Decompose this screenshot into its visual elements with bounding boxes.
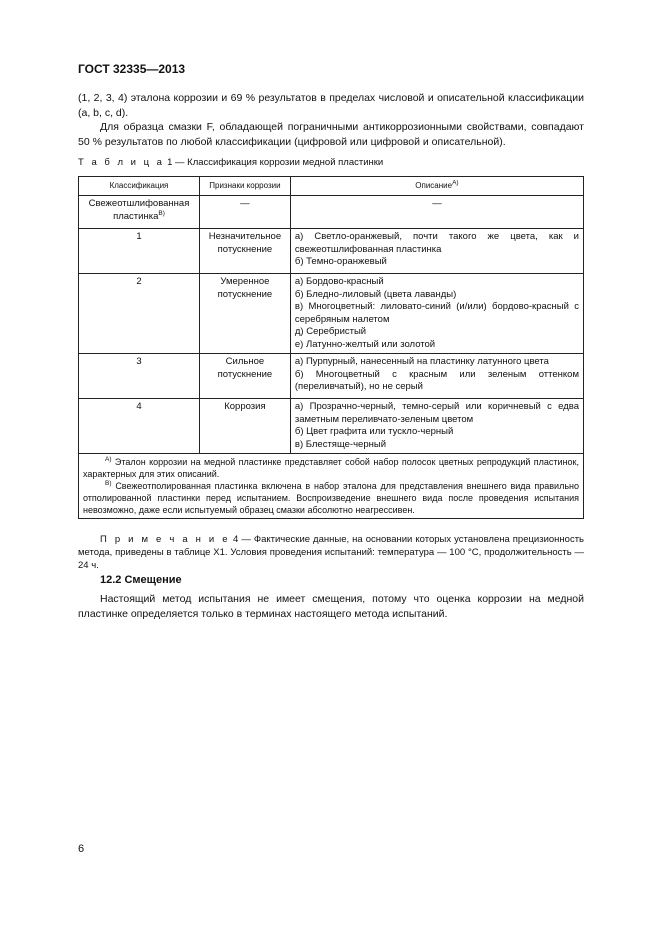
header-classification: Классификация: [79, 177, 200, 196]
table-row: [79, 196, 584, 229]
cell-description: [290, 354, 583, 399]
table-caption-label: Т а б л и ц а: [78, 157, 165, 168]
cell-classification: 1: [79, 229, 200, 274]
cell-classification: [79, 196, 200, 229]
table-row: [79, 354, 584, 399]
footnote: [83, 456, 579, 480]
header-description-mark: A): [452, 179, 459, 187]
table-row: [79, 229, 584, 274]
table-footnotes: [79, 454, 584, 519]
cell-description: [290, 196, 583, 229]
description-line: б) Темно-оранжевый: [294, 256, 387, 267]
section-title: 12.2 Смещение: [100, 574, 182, 586]
cell-classification: 3: [79, 354, 200, 399]
cell-description: [290, 229, 583, 274]
table-caption: [78, 157, 383, 168]
description-line: б) Цвет графита или тускло-черный: [294, 426, 454, 437]
cell-classification: 4: [79, 399, 200, 454]
description-line: д) Серебристый: [294, 326, 367, 337]
description-line: е) Латунно-желтый или золотой: [294, 338, 436, 350]
footnote-mark: B): [105, 480, 112, 487]
description-line: а) Пурпурный, нанесенный на пластинку латунного цвета: [294, 356, 549, 367]
footnote-mark: A): [105, 456, 112, 463]
cell-classification-text: Свежеотшлифованная пластинка: [88, 198, 190, 222]
cell-description: [290, 399, 583, 454]
cell-signs: Коррозия: [199, 399, 290, 454]
header-signs: Признаки коррозии: [199, 177, 290, 196]
table-footnotes-row: [79, 454, 584, 519]
table-caption-text: 1 — Классификация коррозии медной пластинки: [167, 157, 384, 168]
footnote: [83, 480, 579, 516]
cell-signs: Незначительное потускнение: [199, 229, 290, 274]
corrosion-classification-table: [78, 176, 584, 519]
description-line: а) Светло-оранжевый, почти такого же цвета, как и свежеотшлифованная пластинка: [294, 231, 579, 255]
description-line: б) Бледно-лиловый (цвета лаванды): [294, 288, 457, 300]
footnote-text: Свежеотполированная пластинка включена в набор эталона для представления внешнего вида правильно отполированной пластинки перед испытанием. Воспроизведение внешнего вида после проведения испытания невозможно, даже если испытуемый образец смазки абсолютно неагрессивен.: [83, 481, 579, 515]
table-header-row: [79, 177, 584, 196]
table-row: [79, 399, 584, 454]
description-line: б) Многоцветный с красным или зеленым оттенком (переливчатый), но не серый: [294, 368, 579, 392]
description-line: в) Блестяще-черный: [294, 438, 386, 450]
document-code: ГОСТ 32335—2013: [78, 62, 186, 76]
section-text: Настоящий метод испытания не имеет смещения, потому что оценка коррозии на медной пластинке определяется только в терминах настоящего метода испытаний.: [78, 593, 584, 620]
cell-classification-mark: B): [158, 209, 165, 217]
cell-signs: —: [199, 196, 290, 229]
table-row: [79, 274, 584, 354]
paragraph-continuation: (1, 2, 3, 4) эталона коррозии и 69 % результатов в пределах числовой и описательной классификации (a, b, c, d).: [78, 92, 584, 119]
description-line: —: [432, 198, 442, 209]
page-number: 6: [78, 843, 85, 855]
note-label: П р и м е ч а н и е: [100, 534, 231, 545]
paragraph-sample-f: Для образца смазки F, обладающей пограничными антикоррозионными свойствами, совпадают 50 % результатов по любой классификации (цифровой или цифровой и описательной).: [78, 121, 584, 148]
description-line: а) Бордово-красный: [294, 276, 384, 287]
cell-description: [290, 274, 583, 354]
cell-signs: Умеренное потускнение: [199, 274, 290, 354]
description-line: а) Прозрачно-черный, темно-серый или коричневый с едва заметным переливчато-зеленым цветом: [294, 401, 579, 425]
footnote-text: Эталон коррозии на медной пластинке представляет собой набор полосок цветных репродукций пластинок, характерных для этих описаний.: [83, 457, 579, 479]
note-text: 4 — Фактические данные, на основании которых установлена прецизионность метода, приведены в таблице X1. Условия проведения испытаний: температура — 100 °С, продолжительность — 24 ч.: [78, 534, 585, 571]
header-description-label: Описание: [415, 180, 453, 190]
description-line: в) Многоцветный: лиловато-синий (и/или) бордово-красный с серебряным налетом: [294, 301, 579, 325]
note: [78, 533, 584, 572]
cell-classification: 2: [79, 274, 200, 354]
cell-signs: Сильное потускнение: [199, 354, 290, 399]
header-description: [290, 177, 583, 196]
